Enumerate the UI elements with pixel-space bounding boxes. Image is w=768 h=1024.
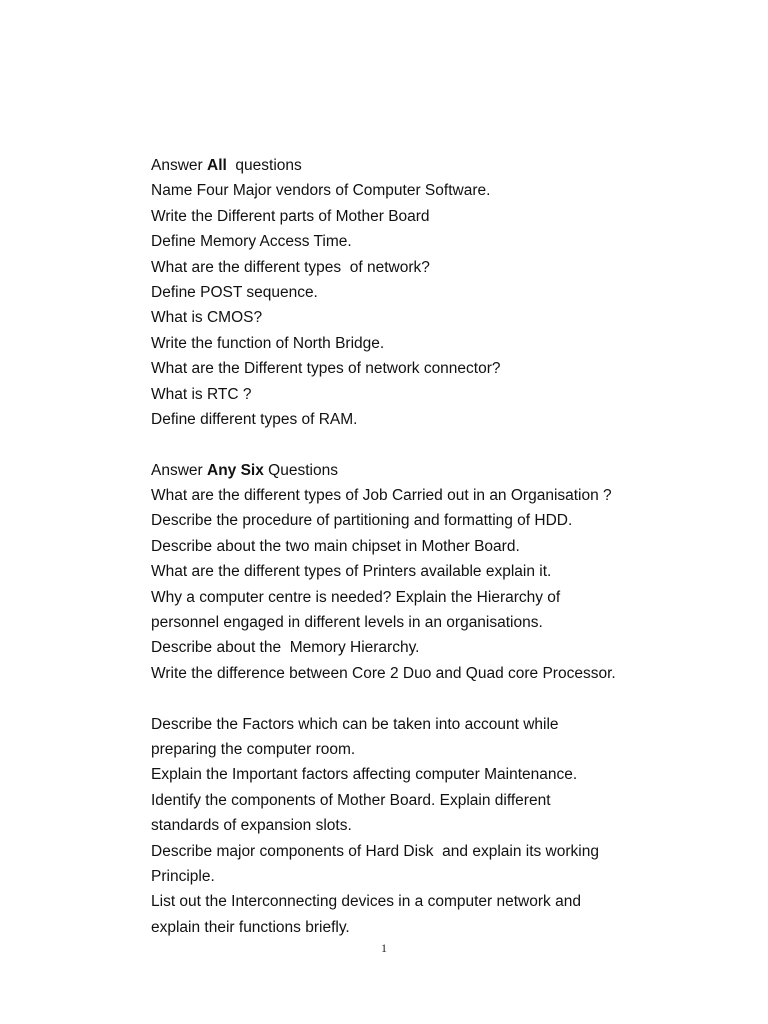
section2-heading-bold: Any Six — [207, 461, 264, 479]
section2-line: personnel engaged in different levels in an organisations. — [151, 614, 543, 632]
section1-heading-prefix: Answer — [151, 157, 207, 174]
section1-question: Name Four Major vendors of Computer Software. — [151, 182, 491, 200]
section2-line: Describe about the two main chipset in Mother Board. — [151, 537, 520, 555]
section1-heading — [151, 153, 751, 178]
section1-question: Define POST sequence. — [151, 283, 318, 301]
section1-question: What are the Different types of network connector? — [151, 360, 501, 378]
question-paper-content — [151, 153, 751, 940]
section-spacer — [151, 432, 751, 457]
section2-line: Describe about the Memory Hierarchy. — [151, 639, 420, 657]
section2-heading — [151, 458, 751, 483]
section1-question: Define different types of RAM. — [151, 410, 358, 428]
section2-line: What are the different types of Job Carried out in an Organisation ? — [151, 487, 612, 505]
section3-line: explain their functions briefly. — [151, 918, 350, 936]
section2-line: What are the different types of Printers available explain it. — [151, 563, 552, 581]
section3-line: standards of expansion slots. — [151, 817, 352, 835]
section3-line: Describe major components of Hard Disk and explain its working — [151, 842, 599, 860]
section3-line: List out the Interconnecting devices in a computer network and — [151, 893, 581, 911]
section1-heading-suffix: questions — [226, 157, 302, 174]
section1-heading-bold: All — [207, 157, 227, 174]
page-number: 1 — [381, 941, 387, 955]
section2-line: Describe the procedure of partitioning and formatting of HDD. — [151, 512, 573, 530]
section1-question: Write the Different parts of Mother Board — [151, 207, 430, 225]
section-spacer — [151, 686, 751, 711]
section2-heading-prefix: Answer — [151, 461, 207, 479]
section2-line: Why a computer centre is needed? Explain the Hierarchy of — [151, 588, 561, 606]
section3-line: Identify the components of Mother Board. Explain different — [151, 791, 551, 809]
section1-question: Define Memory Access Time. — [151, 233, 352, 251]
section3-line: Explain the Important factors affecting computer Maintenance. — [151, 766, 578, 784]
section3-line: Principle. — [151, 867, 215, 885]
section1-question: What is CMOS? — [151, 309, 263, 327]
section2-heading-suffix: Questions — [263, 461, 338, 479]
section3-line: Describe the Factors which can be taken into account while — [151, 715, 559, 733]
section1-question: What is RTC ? — [151, 385, 252, 403]
section1-question: What are the different types of network? — [151, 258, 430, 276]
section2-line: Write the difference between Core 2 Duo and Quad core Processor. — [151, 664, 616, 682]
section3-line: preparing the computer room. — [151, 740, 356, 758]
section1-question: Write the function of North Bridge. — [151, 334, 385, 352]
